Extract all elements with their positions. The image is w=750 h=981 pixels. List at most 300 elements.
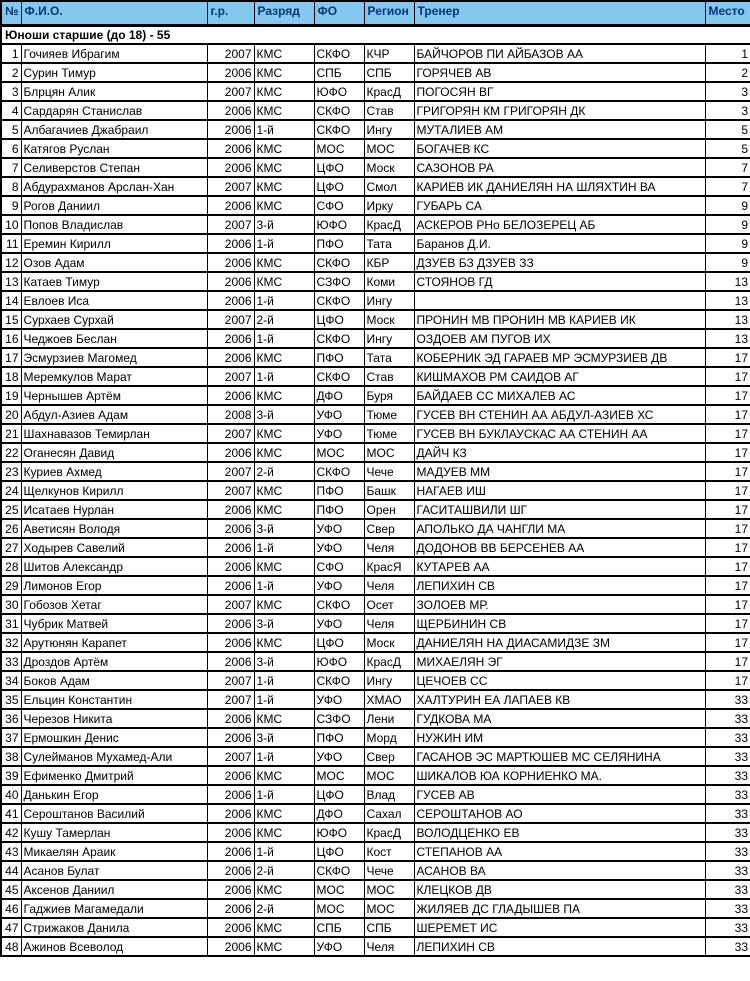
column-header-rank: Разряд xyxy=(254,1,314,26)
cell-trainer: СТОЯНОВ ГД xyxy=(414,272,705,291)
cell-trainer: МУТАЛИЕВ АМ xyxy=(414,120,705,139)
cell-trainer: ШИКАЛОВ ЮА КОРНИЕНКО МА. xyxy=(414,766,705,785)
cell-trainer: ГРИГОРЯН КМ ГРИГОРЯН ДК xyxy=(414,101,705,120)
table-row xyxy=(1,424,750,443)
cell-region: Осет xyxy=(364,595,414,614)
cell-year: 2007 xyxy=(207,747,254,766)
cell-region: Ирку xyxy=(364,196,414,215)
table-row xyxy=(1,880,750,899)
cell-num: 48 xyxy=(1,937,21,956)
cell-fo: УФО xyxy=(314,519,364,538)
cell-place: 33 xyxy=(705,861,750,880)
cell-fo: ПФО xyxy=(314,481,364,500)
cell-region: Ингу xyxy=(364,120,414,139)
cell-rank: КМС xyxy=(254,481,314,500)
table-row xyxy=(1,937,750,956)
cell-name: Чернышев Артём xyxy=(21,386,207,405)
table-row xyxy=(1,44,750,63)
cell-name: Шахнавазов Темирлан xyxy=(21,424,207,443)
table-row xyxy=(1,101,750,120)
cell-name: Ходырев Савелий xyxy=(21,538,207,557)
cell-rank: КМС xyxy=(254,272,314,291)
cell-num: 33 xyxy=(1,652,21,671)
cell-name: Гобозов Хетаг xyxy=(21,595,207,614)
table-row xyxy=(1,538,750,557)
cell-name: Шитов Александр xyxy=(21,557,207,576)
cell-fo: МОС xyxy=(314,899,364,918)
cell-name: Албагачиев Джабраил xyxy=(21,120,207,139)
cell-region: Ингу xyxy=(364,329,414,348)
cell-trainer: АСКЕРОВ РНо БЕЛОЗЕРЕЦ АБ xyxy=(414,215,705,234)
cell-fo: УФО xyxy=(314,614,364,633)
cell-trainer: КЛЕЦКОВ ДВ xyxy=(414,880,705,899)
cell-trainer: КАРИЕВ ИК ДАНИЕЛЯН НА ШЛЯХТИН ВА xyxy=(414,177,705,196)
column-header-fo: ФО xyxy=(314,1,364,26)
cell-rank: КМС xyxy=(254,424,314,443)
cell-fo: МОС xyxy=(314,443,364,462)
column-header-trainer: Тренер xyxy=(414,1,705,26)
cell-name: Стрижаков Данила xyxy=(21,918,207,937)
cell-place: 17 xyxy=(705,481,750,500)
cell-region: ХМАО xyxy=(364,690,414,709)
cell-rank: КМС xyxy=(254,82,314,101)
cell-num: 18 xyxy=(1,367,21,386)
cell-place: 33 xyxy=(705,937,750,956)
cell-year: 2007 xyxy=(207,310,254,329)
cell-year: 2007 xyxy=(207,367,254,386)
cell-rank: КМС xyxy=(254,196,314,215)
table-row xyxy=(1,367,750,386)
cell-trainer: МАДУЕВ ММ xyxy=(414,462,705,481)
cell-rank: КМС xyxy=(254,386,314,405)
cell-region: Сахал xyxy=(364,804,414,823)
cell-num: 34 xyxy=(1,671,21,690)
table-row xyxy=(1,861,750,880)
cell-region: Влад xyxy=(364,785,414,804)
table-row xyxy=(1,481,750,500)
cell-rank: 1-й xyxy=(254,842,314,861)
cell-place: 13 xyxy=(705,329,750,348)
table-row xyxy=(1,728,750,747)
cell-trainer: ХАЛТУРИН ЕА ЛАПАЕВ КВ xyxy=(414,690,705,709)
cell-name: Данькин Егор xyxy=(21,785,207,804)
cell-num: 25 xyxy=(1,500,21,519)
cell-fo: ЮФО xyxy=(314,652,364,671)
table-row xyxy=(1,785,750,804)
cell-region: Буря xyxy=(364,386,414,405)
cell-trainer: ДАЙЧ КЗ xyxy=(414,443,705,462)
cell-place: 33 xyxy=(705,804,750,823)
cell-num: 26 xyxy=(1,519,21,538)
cell-region: Челя xyxy=(364,937,414,956)
cell-num: 27 xyxy=(1,538,21,557)
cell-num: 41 xyxy=(1,804,21,823)
table-row xyxy=(1,291,750,310)
cell-trainer xyxy=(414,291,705,310)
cell-year: 2006 xyxy=(207,728,254,747)
cell-region: МОС xyxy=(364,899,414,918)
cell-region: Моск xyxy=(364,310,414,329)
cell-rank: КМС xyxy=(254,158,314,177)
cell-num: 20 xyxy=(1,405,21,424)
cell-year: 2006 xyxy=(207,709,254,728)
cell-year: 2006 xyxy=(207,823,254,842)
cell-rank: 1-й xyxy=(254,538,314,557)
table-row xyxy=(1,120,750,139)
cell-trainer: Баранов Д.И. xyxy=(414,234,705,253)
cell-region: Тюме xyxy=(364,405,414,424)
cell-name: Сулейманов Мухамед-Али xyxy=(21,747,207,766)
cell-num: 29 xyxy=(1,576,21,595)
cell-fo: УФО xyxy=(314,690,364,709)
cell-rank: КМС xyxy=(254,500,314,519)
cell-num: 40 xyxy=(1,785,21,804)
cell-fo: ЦФО xyxy=(314,785,364,804)
cell-num: 16 xyxy=(1,329,21,348)
cell-fo: УФО xyxy=(314,405,364,424)
table-row xyxy=(1,386,750,405)
cell-region: Кост xyxy=(364,842,414,861)
cell-fo: СКФО xyxy=(314,671,364,690)
cell-num: 8 xyxy=(1,177,21,196)
cell-rank: КМС xyxy=(254,139,314,158)
cell-num: 7 xyxy=(1,158,21,177)
cell-name: Эсмурзиев Магомед xyxy=(21,348,207,367)
cell-fo: ЦФО xyxy=(314,158,364,177)
table-row xyxy=(1,633,750,652)
cell-place: 33 xyxy=(705,842,750,861)
cell-place: 17 xyxy=(705,671,750,690)
cell-fo: ЦФО xyxy=(314,310,364,329)
cell-place: 3 xyxy=(705,101,750,120)
cell-rank: 1-й xyxy=(254,690,314,709)
cell-region: Став xyxy=(364,101,414,120)
table-row xyxy=(1,500,750,519)
cell-fo: СПБ xyxy=(314,918,364,937)
cell-fo: СЗФО xyxy=(314,709,364,728)
cell-name: Катягов Руслан xyxy=(21,139,207,158)
cell-fo: СКФО xyxy=(314,595,364,614)
cell-place: 33 xyxy=(705,766,750,785)
cell-name: Асанов Булат xyxy=(21,861,207,880)
cell-name: Ермошкин Денис xyxy=(21,728,207,747)
cell-fo: УФО xyxy=(314,538,364,557)
cell-region: Смол xyxy=(364,177,414,196)
cell-rank: 1-й xyxy=(254,329,314,348)
cell-fo: СФО xyxy=(314,196,364,215)
cell-trainer: ГАСИТАШВИЛИ ШГ xyxy=(414,500,705,519)
table-row xyxy=(1,234,750,253)
cell-num: 30 xyxy=(1,595,21,614)
cell-trainer: ДОДОНОВ ВВ БЕРСЕНЕВ АА xyxy=(414,538,705,557)
cell-name: Селиверстов Степан xyxy=(21,158,207,177)
cell-num: 22 xyxy=(1,443,21,462)
cell-place: 17 xyxy=(705,614,750,633)
table-row xyxy=(1,690,750,709)
cell-place: 17 xyxy=(705,424,750,443)
cell-trainer: ГОРЯЧЕВ АВ xyxy=(414,63,705,82)
cell-name: Меремкулов Марат xyxy=(21,367,207,386)
cell-rank: КМС xyxy=(254,443,314,462)
cell-region: КБР xyxy=(364,253,414,272)
cell-place: 7 xyxy=(705,158,750,177)
table-row xyxy=(1,709,750,728)
cell-trainer: ПОГОСЯН ВГ xyxy=(414,82,705,101)
cell-region: КрасД xyxy=(364,823,414,842)
cell-num: 47 xyxy=(1,918,21,937)
cell-fo: СКФО xyxy=(314,291,364,310)
cell-name: Ефименко Дмитрий xyxy=(21,766,207,785)
cell-year: 2006 xyxy=(207,633,254,652)
cell-year: 2006 xyxy=(207,880,254,899)
cell-num: 17 xyxy=(1,348,21,367)
cell-num: 12 xyxy=(1,253,21,272)
cell-place: 17 xyxy=(705,462,750,481)
cell-num: 46 xyxy=(1,899,21,918)
cell-name: Куриев Ахмед xyxy=(21,462,207,481)
cell-year: 2006 xyxy=(207,139,254,158)
cell-year: 2006 xyxy=(207,443,254,462)
cell-name: Катаев Тимур xyxy=(21,272,207,291)
cell-year: 2006 xyxy=(207,918,254,937)
cell-rank: КМС xyxy=(254,557,314,576)
cell-num: 28 xyxy=(1,557,21,576)
cell-fo: СКФО xyxy=(314,367,364,386)
cell-year: 2006 xyxy=(207,804,254,823)
cell-name: Исатаев Нурлан xyxy=(21,500,207,519)
header-row xyxy=(1,1,750,26)
table-row xyxy=(1,918,750,937)
cell-num: 44 xyxy=(1,861,21,880)
cell-place: 17 xyxy=(705,443,750,462)
cell-fo: УФО xyxy=(314,576,364,595)
cell-place: 13 xyxy=(705,291,750,310)
cell-trainer: БОГАЧЕВ КС xyxy=(414,139,705,158)
cell-name: Гочияев Ибрагим xyxy=(21,44,207,63)
cell-year: 2006 xyxy=(207,766,254,785)
cell-region: Свер xyxy=(364,747,414,766)
cell-trainer: КОБЕРНИК ЭД ГАРАЕВ МР ЭСМУРЗИЕВ ДВ xyxy=(414,348,705,367)
cell-num: 3 xyxy=(1,82,21,101)
cell-year: 2006 xyxy=(207,348,254,367)
cell-trainer: БАЙЧОРОВ ПИ АЙБАЗОВ АА xyxy=(414,44,705,63)
cell-name: Сероштанов Василий xyxy=(21,804,207,823)
cell-num: 5 xyxy=(1,120,21,139)
cell-year: 2006 xyxy=(207,101,254,120)
cell-trainer: АСАНОВ ВА xyxy=(414,861,705,880)
cell-place: 9 xyxy=(705,253,750,272)
table-row xyxy=(1,899,750,918)
cell-name: Чеджоев Беслан xyxy=(21,329,207,348)
cell-trainer: САЗОНОВ РА xyxy=(414,158,705,177)
cell-place: 17 xyxy=(705,538,750,557)
cell-year: 2006 xyxy=(207,329,254,348)
cell-num: 1 xyxy=(1,44,21,63)
cell-year: 2006 xyxy=(207,557,254,576)
cell-year: 2006 xyxy=(207,63,254,82)
cell-place: 5 xyxy=(705,120,750,139)
cell-num: 38 xyxy=(1,747,21,766)
table-body xyxy=(1,44,750,956)
table-row xyxy=(1,671,750,690)
cell-year: 2006 xyxy=(207,576,254,595)
cell-place: 1 xyxy=(705,44,750,63)
cell-trainer: СЕРОШТАНОВ АО xyxy=(414,804,705,823)
cell-num: 2 xyxy=(1,63,21,82)
cell-num: 32 xyxy=(1,633,21,652)
cell-year: 2006 xyxy=(207,519,254,538)
cell-place: 17 xyxy=(705,348,750,367)
cell-region: Челя xyxy=(364,538,414,557)
cell-fo: СКФО xyxy=(314,253,364,272)
cell-place: 33 xyxy=(705,709,750,728)
cell-fo: МОС xyxy=(314,766,364,785)
cell-place: 17 xyxy=(705,367,750,386)
table-row xyxy=(1,823,750,842)
table-row xyxy=(1,253,750,272)
cell-num: 21 xyxy=(1,424,21,443)
cell-fo: ЦФО xyxy=(314,842,364,861)
cell-place: 17 xyxy=(705,576,750,595)
cell-rank: КМС xyxy=(254,63,314,82)
cell-trainer: НАГАЕВ ИШ xyxy=(414,481,705,500)
cell-rank: 1-й xyxy=(254,120,314,139)
cell-place: 33 xyxy=(705,918,750,937)
cell-fo: УФО xyxy=(314,747,364,766)
cell-name: Абдул-Азиев Адам xyxy=(21,405,207,424)
cell-num: 36 xyxy=(1,709,21,728)
cell-place: 13 xyxy=(705,310,750,329)
cell-name: Щелкунов Кирилл xyxy=(21,481,207,500)
cell-year: 2006 xyxy=(207,614,254,633)
cell-region: Тата xyxy=(364,348,414,367)
cell-trainer: ШЕРЕМЕТ ИС xyxy=(414,918,705,937)
cell-num: 35 xyxy=(1,690,21,709)
cell-place: 17 xyxy=(705,652,750,671)
cell-place: 9 xyxy=(705,215,750,234)
cell-year: 2006 xyxy=(207,386,254,405)
cell-place: 13 xyxy=(705,272,750,291)
cell-fo: УФО xyxy=(314,937,364,956)
cell-fo: ПФО xyxy=(314,500,364,519)
table-row xyxy=(1,652,750,671)
table-row xyxy=(1,557,750,576)
table-row xyxy=(1,272,750,291)
cell-fo: ЮФО xyxy=(314,82,364,101)
cell-trainer: ДАНИЕЛЯН НА ДИАСАМИДЗЕ ЗМ xyxy=(414,633,705,652)
cell-trainer: ГУДКОВА МА xyxy=(414,709,705,728)
cell-name: Микаелян Араик xyxy=(21,842,207,861)
cell-region: КЧР xyxy=(364,44,414,63)
cell-rank: КМС xyxy=(254,101,314,120)
cell-region: Моск xyxy=(364,158,414,177)
cell-rank: 2-й xyxy=(254,462,314,481)
cell-name: Ажинов Всеволод xyxy=(21,937,207,956)
cell-region: Тюме xyxy=(364,424,414,443)
cell-place: 17 xyxy=(705,405,750,424)
cell-rank: 1-й xyxy=(254,785,314,804)
cell-rank: 3-й xyxy=(254,728,314,747)
cell-fo: СКФО xyxy=(314,462,364,481)
cell-region: Челя xyxy=(364,576,414,595)
column-header-num: № xyxy=(1,1,21,26)
table-row xyxy=(1,158,750,177)
cell-trainer: ГУСЕВ ВН БУКЛАУСКАС АА СТЕНИН АА xyxy=(414,424,705,443)
cell-name: Черезов Никита xyxy=(21,709,207,728)
cell-trainer: КУТАРЕВ АА xyxy=(414,557,705,576)
cell-region: СПБ xyxy=(364,918,414,937)
cell-place: 2 xyxy=(705,63,750,82)
cell-place: 33 xyxy=(705,728,750,747)
column-header-region: Регион xyxy=(364,1,414,26)
cell-rank: 2-й xyxy=(254,899,314,918)
cell-year: 2006 xyxy=(207,652,254,671)
cell-num: 19 xyxy=(1,386,21,405)
cell-trainer: ГУБАРЬ СА xyxy=(414,196,705,215)
cell-name: Дроздов Артём xyxy=(21,652,207,671)
section-title: Юноши старшие (до 18) - 55 xyxy=(1,26,750,45)
cell-rank: 3-й xyxy=(254,652,314,671)
cell-rank: КМС xyxy=(254,823,314,842)
cell-rank: 1-й xyxy=(254,671,314,690)
cell-num: 6 xyxy=(1,139,21,158)
cell-rank: 2-й xyxy=(254,861,314,880)
cell-place: 17 xyxy=(705,386,750,405)
cell-year: 2007 xyxy=(207,44,254,63)
table-row xyxy=(1,519,750,538)
cell-name: Ельцин Константин xyxy=(21,690,207,709)
cell-year: 2007 xyxy=(207,82,254,101)
cell-region: КрасД xyxy=(364,652,414,671)
cell-fo: ПФО xyxy=(314,234,364,253)
table-row xyxy=(1,462,750,481)
cell-num: 9 xyxy=(1,196,21,215)
cell-place: 17 xyxy=(705,633,750,652)
table-row xyxy=(1,63,750,82)
cell-year: 2007 xyxy=(207,595,254,614)
cell-fo: ЦФО xyxy=(314,633,364,652)
cell-region: МОС xyxy=(364,880,414,899)
section-row xyxy=(1,26,750,45)
cell-fo: ЦФО xyxy=(314,177,364,196)
cell-region: КрасЯ xyxy=(364,557,414,576)
cell-region: Башк xyxy=(364,481,414,500)
cell-place: 33 xyxy=(705,899,750,918)
cell-region: Лени xyxy=(364,709,414,728)
cell-region: МОС xyxy=(364,766,414,785)
cell-name: Рогов Даниил xyxy=(21,196,207,215)
cell-place: 5 xyxy=(705,139,750,158)
cell-rank: КМС xyxy=(254,937,314,956)
cell-name: Гаджиев Магамедали xyxy=(21,899,207,918)
cell-year: 2007 xyxy=(207,462,254,481)
cell-num: 37 xyxy=(1,728,21,747)
cell-rank: КМС xyxy=(254,766,314,785)
cell-rank: КМС xyxy=(254,44,314,63)
cell-region: Чече xyxy=(364,462,414,481)
cell-fo: МОС xyxy=(314,139,364,158)
cell-name: Лимонов Егор xyxy=(21,576,207,595)
cell-trainer: ВОЛОДЦЕНКО ЕВ xyxy=(414,823,705,842)
cell-place: 9 xyxy=(705,196,750,215)
column-header-year: г.р. xyxy=(207,1,254,26)
cell-fo: ЮФО xyxy=(314,215,364,234)
table-row xyxy=(1,310,750,329)
table-row xyxy=(1,842,750,861)
cell-name: Еремин Кирилл xyxy=(21,234,207,253)
cell-place: 3 xyxy=(705,82,750,101)
cell-fo: ЮФО xyxy=(314,823,364,842)
